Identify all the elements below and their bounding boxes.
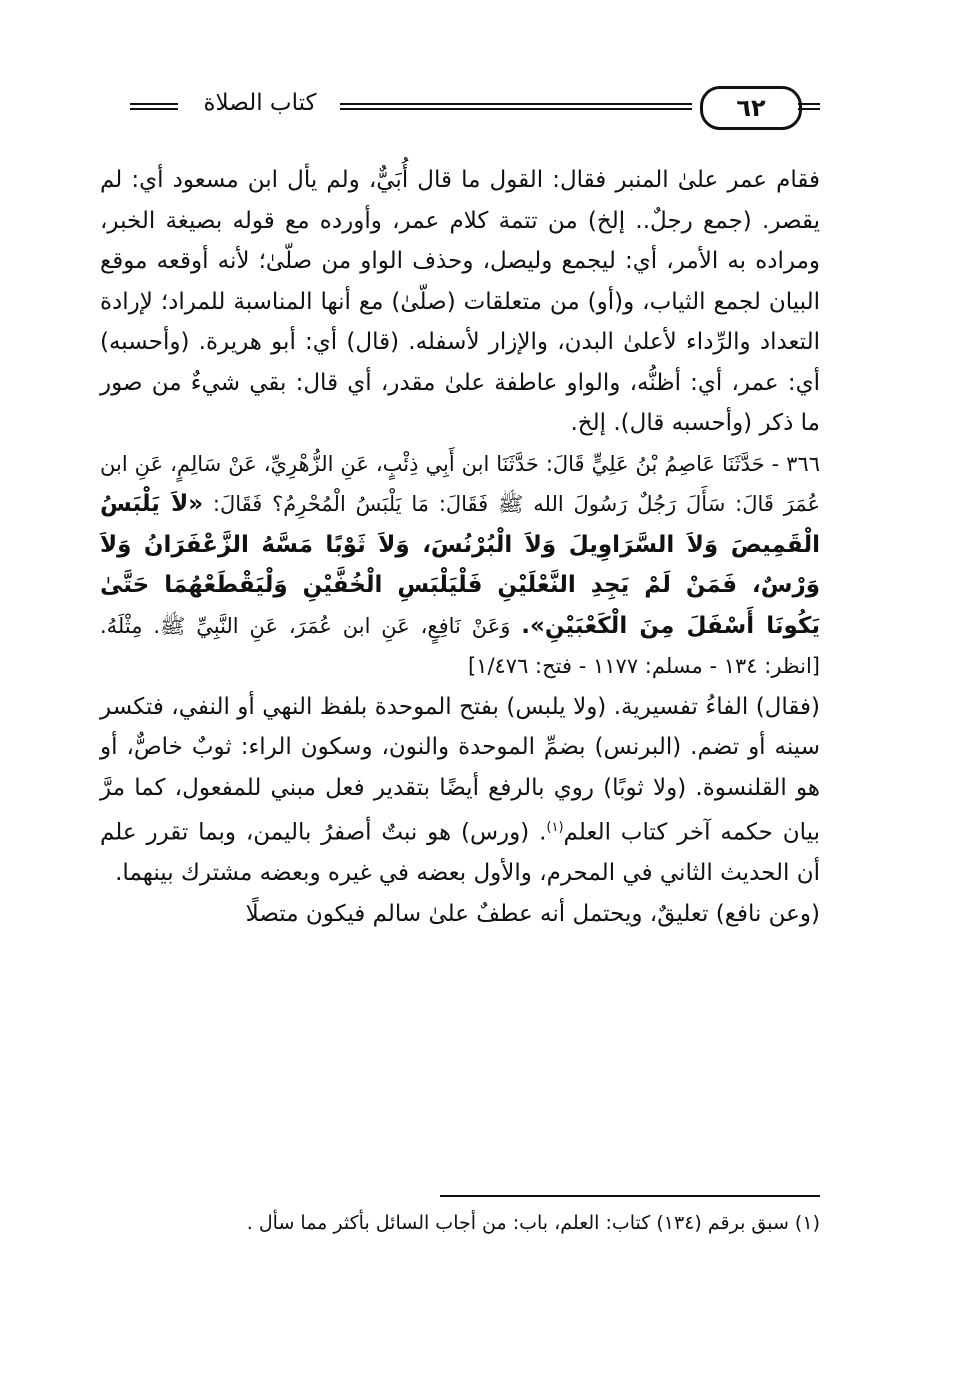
- hadith-matn: «لاَ يَلْبَسُ الْقَمِيصَ وَلاَ السَّرَاوِيلَ وَلاَ الْبُرْنُسَ، وَلاَ ثَوْبًا مَسَّهُ الزَّعْفَرَانُ وَلاَ وَرْسٌ، فَمَنْ لَمْ يَجِدِ النَّعْلَيْنِ فَلْيَلْبَسِ الْخُفَّيْنِ وَلْيَقْطَعْهُمَا حَتَّىٰ يَكُونَا أَسْفَلَ مِنَ الْكَعْبَيْنِ».: [100, 491, 820, 639]
- commentary-text-cont: . (ورس) هو نبتٌ أصفرُ باليمن، وبما تقرر علم أن الحديث الثاني في المحرم، والأول بعضه في غيره وبعضه مشترك بينهما.: [100, 819, 820, 887]
- footnote-separator: [440, 1195, 820, 1197]
- header-rule-middle: [340, 103, 692, 110]
- hadith-reference: وَعَنْ نَافِعٍ، عَنِ ابن عُمَرَ، عَنِ النَّبِيِّ ﷺ. مِثْلَهُ. [انظر: ١٣٤ - مسلم: ١١٧٧ - فتح: ١/٤٧٦]: [100, 613, 820, 678]
- header-rule-right: [798, 103, 820, 110]
- commentary-text: (فقال) الفاءُ تفسيرية. (ولا يلبس) بفتح الموحدة بلفظ النهي أو النفي، فتكسر سينه أو تضم. (البرنس) بضمِّ الموحدة والنون، وسكون الراء: ثوبٌ خاصٌّ، أو هو القلنسوة. (ولا ثوبًا) روي بالرفع أيضًا بتقدير فعل مبني للمفعول، كما مرَّ بيان حكمه آخر كتاب العلم: [100, 693, 820, 846]
- header-rule-left: [130, 103, 178, 110]
- page-header: [100, 86, 820, 130]
- hadith-isnad: ٣٦٦ - حَدَّثَنَا عَاصِمُ بْنُ عَلِيٍّ قَالَ: حَدَّثَنَا ابن أَبِي ذِئْبٍ، عَنِ الزُّهْرِيِّ، عَنْ سَالِمٍ، عَنِ ابن عُمَرَ قَالَ: سَأَلَ رَجُلٌ رَسُولَ الله ﷺ فَقَالَ: مَا يَلْبَسُ الْمُحْرِمُ؟ فَقَالَ:: [100, 451, 820, 516]
- commentary-paragraph: فقام عمر علىٰ المنبر فقال: القول ما قال أُبَيٌّ، ولم يأل ابن مسعود أي: لم يقصر. (جمع رجلٌ.. إلخ) من تتمة كلام عمر، وأورده مع قوله بصيغة الخبر، ومراده به الأمر، أي: ليجمع وليصل، وحذف الواو من صلّىٰ؛ لأنه أوقعه موقع البيان لجمع الثياب، و(أو) من متعلقات (صلّىٰ) مع أنها المناسبة للمراد؛ لإرادة التعداد والرِّداء لأعلىٰ البدن، والإزار لأسفله. (قال) أي: أبو هريرة. (وأحسبه) أي: عمر، أي: أظنُّه، والواو عاطفة علىٰ مقدر، أي قال: بقي شيءٌ من صور ما ذكر (وأحسبه قال). إلخ.: [100, 167, 820, 436]
- commentary-paragraph-3: (وعن نافع) تعليقٌ، ويحتمل أنه عطفٌ علىٰ سالم فيكون متصلًا: [245, 900, 820, 927]
- page-body: [100, 160, 820, 934]
- commentary-paragraph-2: [100, 687, 820, 894]
- footnote-marker: (١): [546, 820, 564, 835]
- hadith-block: [100, 444, 820, 687]
- page-number: ٦٢: [700, 86, 802, 130]
- footnote: (١) سبق برقم (١٣٤) كتاب: العلم، باب: من أجاب السائل بأكثر مما سأل .: [246, 1212, 820, 1234]
- book-title: كتاب الصلاة: [203, 90, 317, 116]
